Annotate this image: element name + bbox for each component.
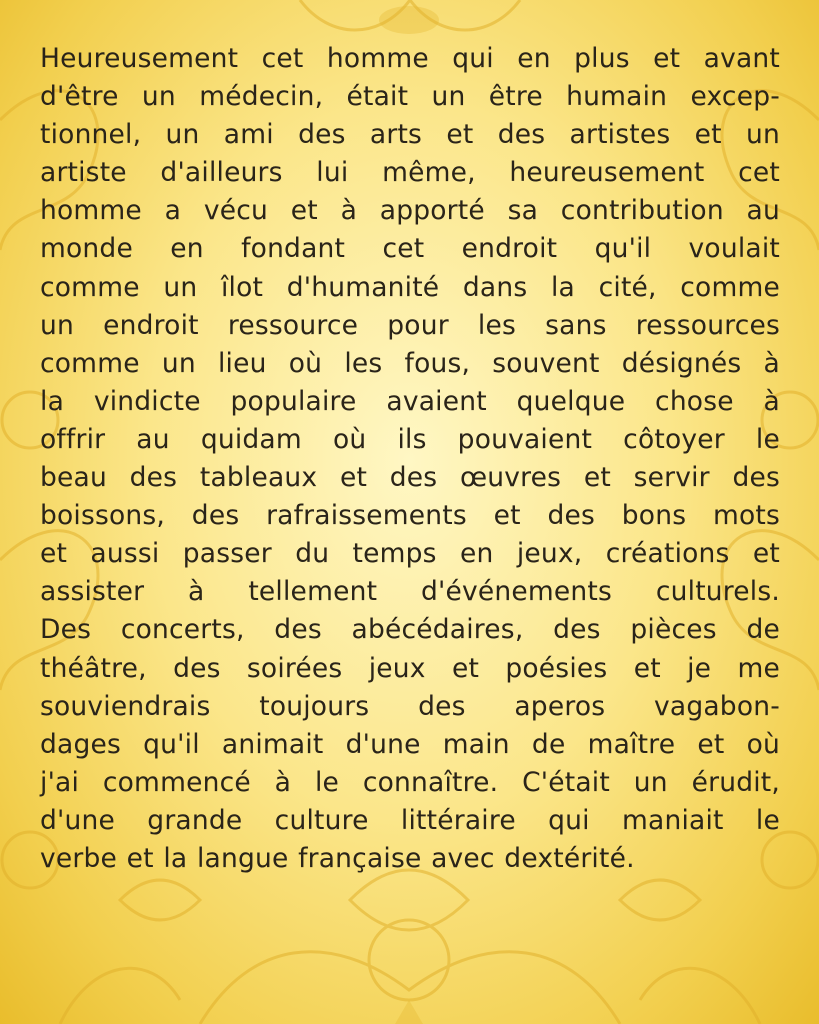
text-line: artiste d'ailleurs lui même, heureusement cet xyxy=(40,157,780,189)
text-line: assister à tellement d'événements culturels. xyxy=(40,576,780,608)
text-line: comme un îlot d'humanité dans la cité, comme xyxy=(40,271,780,303)
text-line: monde en fondant cet endroit qu'il voulait xyxy=(40,233,780,265)
text-line: d'une grande culture littéraire qui maniait le xyxy=(40,804,780,836)
text-line: verbe et la langue française avec dextérité. xyxy=(40,842,635,874)
text-line: souviendrais toujours des aperos vagabon- xyxy=(40,690,780,722)
text-line: beau des tableaux et des œuvres et servir des xyxy=(40,462,780,494)
text-line: j'ai commencé à le connaître. C'était un érudit, xyxy=(40,766,780,798)
text-line: Des concerts, des abécédaires, des pièces de xyxy=(40,614,780,646)
text-line: d'être un médecin, était un être humain excep- xyxy=(40,81,780,113)
text-line: Heureusement cet homme qui en plus et avant xyxy=(40,43,780,74)
text-line: dages qu'il animait d'une main de maître et où xyxy=(40,728,780,760)
text-line: tionnel, un ami des arts et des artistes et un xyxy=(40,119,780,151)
text-line: boissons, des rafraissements et des bons mots xyxy=(40,500,780,532)
text-line: théâtre, des soirées jeux et poésies et je me xyxy=(40,652,780,684)
text-line: offrir au quidam où ils pouvaient côtoyer le xyxy=(40,423,780,455)
text-line: la vindicte populaire avaient quelque chose à xyxy=(40,385,780,417)
text-line: homme a vécu et à apporté sa contribution au xyxy=(40,195,780,227)
text-line: comme un lieu où les fous, souvent désignés à xyxy=(40,347,780,379)
text-line: et aussi passer du temps en jeux, créations et xyxy=(40,538,780,570)
passage-text xyxy=(40,40,780,878)
text-line: un endroit ressource pour les sans ressources xyxy=(40,309,780,341)
